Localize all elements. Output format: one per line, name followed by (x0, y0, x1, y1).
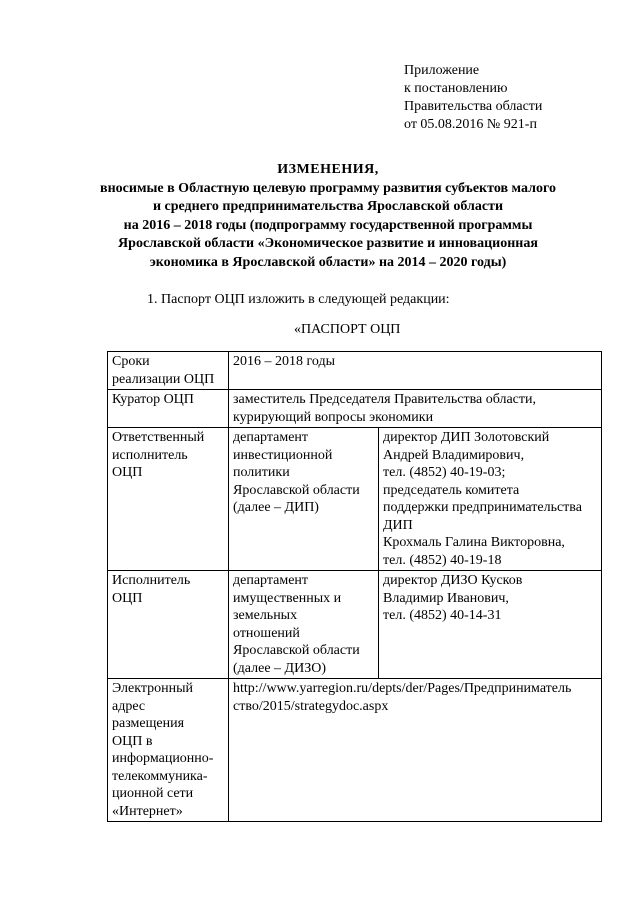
cell-line: Ответственный (112, 430, 205, 445)
table-row (108, 390, 602, 428)
cell-line: председатель комитета (383, 482, 520, 498)
document-heading (100, 161, 556, 272)
cell-line: курирующий вопросы экономики (233, 409, 434, 425)
cell-line: (далее – ДИП) (233, 500, 319, 515)
appendix-line: Приложение (404, 63, 480, 78)
heading-line: экономика в Ярославской области» на 2014 – 2020 годы) (149, 254, 507, 270)
cell-line: Крохмаль Галина Викторовна, (383, 535, 565, 550)
cell-line: департамент (233, 573, 309, 588)
row-org-responsible (229, 428, 379, 571)
row-contacts-responsible (379, 428, 602, 571)
row-label-executor (108, 571, 229, 679)
cell-line: Владимир Иванович, (383, 590, 509, 606)
cell-line: (далее – ДИЗО) (233, 660, 326, 676)
cell-line: департамент (233, 430, 309, 445)
table-row (108, 679, 602, 822)
appendix-line: Правительства области (404, 99, 543, 114)
cell-line: имущественных и (233, 590, 342, 606)
cell-line: директор ДИЗО Кусков (383, 573, 523, 588)
cell-line: поддержки предпринимательства (383, 500, 582, 515)
cell-line: тел. (4852) 40-19-03; (383, 465, 506, 480)
cell-line: адрес (112, 698, 146, 714)
passport-table (107, 351, 602, 822)
table-row (108, 352, 602, 390)
cell-line: отношений (233, 625, 300, 641)
cell-line: ДИП (383, 517, 413, 533)
row-org-executor (229, 571, 379, 679)
document-title: ИЗМЕНЕНИЯ, (277, 162, 379, 177)
row-label-responsible (108, 428, 229, 571)
appendix-line: к постановлению (404, 81, 508, 96)
cell-line: ОЦП (112, 590, 143, 606)
cell-line: телекоммуника- (112, 768, 208, 784)
row-contacts-executor (379, 571, 602, 679)
web-address-link[interactable]: ство/2015/strategydoc.aspx (233, 698, 389, 714)
cell-line: Куратор ОЦП (112, 392, 194, 407)
cell-line: Андрей Владимирович, (383, 447, 525, 463)
row-value-term (229, 352, 602, 390)
cell-line: тел. (4852) 40-14-31 (383, 608, 502, 623)
table-row (108, 571, 602, 679)
paragraph-1: 1. Паспорт ОЦП изложить в следующей редакции: (147, 292, 450, 307)
row-label-curator (108, 390, 229, 428)
cell-line: Электронный (112, 681, 194, 696)
heading-line: и среднего предпринимательства Ярославской области (152, 199, 504, 214)
passport-title: «ПАСПОРТ ОЦП (294, 322, 401, 337)
cell-line: земельных (233, 608, 298, 623)
cell-line: инвестиционной (233, 447, 333, 463)
row-label-web-address (108, 679, 229, 822)
appendix-block (404, 62, 542, 134)
heading-line: Ярославской области «Экономическое развитие и инновационная (118, 236, 538, 251)
heading-line: вносимые в Областную целевую программу развития субъектов малого (100, 180, 556, 196)
row-value-curator (229, 390, 602, 428)
cell-line: Исполнитель (112, 573, 191, 588)
cell-line: исполнитель (112, 447, 188, 463)
table-row (108, 428, 602, 571)
cell-line: информационно- (112, 751, 214, 766)
cell-line: Ярославской области (233, 482, 360, 498)
cell-line: Сроки (112, 354, 150, 369)
cell-line: ОЦП в (112, 733, 153, 749)
cell-line: «Интернет» (112, 803, 183, 819)
cell-line: реализации ОЦП (112, 371, 215, 387)
cell-line: Ярославской области (233, 643, 360, 658)
cell-line: заместитель Председателя Правительства области, (233, 392, 537, 407)
cell-line: директор ДИП Золотовский (383, 430, 550, 445)
cell-line: размещения (112, 716, 185, 731)
cell-line: ОЦП (112, 465, 143, 480)
row-value-web-address (229, 679, 602, 822)
cell-line: 2016 – 2018 годы (233, 354, 336, 369)
cell-line: тел. (4852) 40-19-18 (383, 552, 502, 568)
web-address-link[interactable]: http://www.yarregion.ru/depts/der/Pages/Предприниматель (233, 681, 572, 696)
heading-line: на 2016 – 2018 годы (подпрограмму государственной программы (123, 217, 533, 233)
cell-line: политики (233, 465, 290, 480)
cell-line: ционной сети (112, 786, 194, 801)
row-label-term (108, 352, 229, 390)
appendix-date-number: от 05.08.2016 № 921-п (404, 117, 537, 132)
